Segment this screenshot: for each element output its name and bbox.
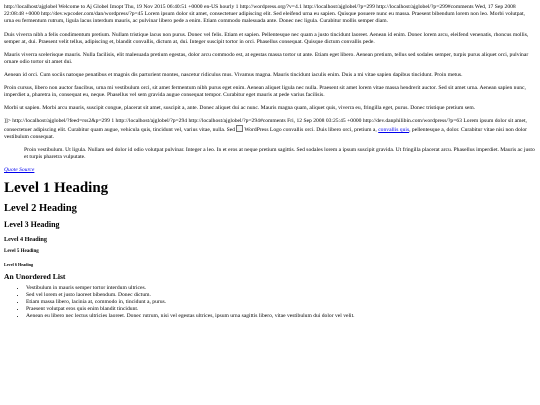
paragraph: Proin cursus, libero non auctor faucibus, urna mi vestibulum orci, sit amet fermentum nibh purus eget enim. Aenean aliquet ligula nec nulla. Praesent sit amet lorem vitae massa hendrerit auctor. Sed sit amet urna. Aenean sapien nunc, imperdiet a, pharetra in, consequat eu, neque. Phasellus vel sem gravida augue consequat tempor. Curabitur eget mauris at pede varius facilisis.: [4, 84, 526, 98]
feed-footer-before: ]]> http://localhost/ajglobel/?feed=rss2&p=299 1 http://localhost/ajglobel/?p=294 http://localhost/ajglobel/?p=294#comments Fri, 12 Sep 2008 03:25:45 +0000 http://dev.danphilibin.com/wordpress/?p=63 Lorem ipsum dolor sit amet, consectetuer adipiscing elit. Curabitur quam augue, vehicula quis, tincidunt vel, varius vitae, nulla. Sed: [4, 117, 527, 133]
blockquote: Proin vestibulum. Ut ligula. Nullam sed dolor id odio volutpat pulvinar. Integer a leo. In et eros at neque pretium sagittis. Sed sodales lorem a ipsum suscipit gravida. Ut fringilla placerat arcu. Phasellus imperdiet. Mauris ac justo et turpis pharetra vulputate.: [24, 146, 535, 160]
paragraph: Morbi ut sapien. Morbi arcu mauris, suscipit congue, placerat sit amet, suscipit a, ante. Donec aliquet dui ac nunc. Mauris magna quam, aliquet quis, viverra eu, fringilla eget, purus. Donec tristique pretium sem.: [4, 104, 476, 111]
image-alt-text: WordPress Logo: [244, 126, 282, 133]
unordered-list: [4, 285, 536, 320]
feed-footer-middle: convallis orci. Duis libero orci, pretium a,: [283, 126, 377, 133]
list-item: • Praesent volutpat eros quis enim blandit tincidunt.: [26, 306, 536, 313]
feed-footer-text: [4, 118, 536, 141]
quote-source-link[interactable]: Quote Source: [4, 166, 35, 173]
heading-level-6: Level 6 Heading: [4, 261, 34, 267]
wordpress-logo-image: [236, 125, 281, 134]
heading-level-3: Level 3 Heading: [4, 219, 60, 229]
list-item: • Vestibulum in mauris semper tortor interdum ultrices.: [26, 285, 536, 292]
heading-level-1: Level 1 Heading: [4, 179, 109, 196]
heading-level-4: Level 4 Heading: [4, 235, 47, 243]
heading-level-2: Level 2 Heading: [4, 203, 77, 215]
feed-header-text: http://localhost/ajglobel Welcome to Aj Globel Imopt Thu, 19 Nov 2015 06:40:51 +0000 en-US hourly 1 http://wordpress.org/?v=4.1 http://localhost/ajglobel/?p=299 http://localhost/ajglobel/?p=299#comments Wed, 17 Sep 2008 22:08:48 +0000 http://dev.wpcoder.com/dan/wordpress/?p=45 Lorem ipsum dolor sit amet, consectetuer adipiscing elit. Sed eleifend urna eu sapien. Quisque posuere nunc eu massa. Praesent bibendum lorem non leo. Morbi volutpat, urna eu fermentum rutrum, ligula lacus interdum mauris, ac pulvinar libero pede a enim. Etiam commodo malesuada ante. Donec nec ligula. Curabitur mollis semper diam.: [4, 4, 525, 24]
paragraph: Aenean id orci. Cum sociis natoque penatibus et magnis dis parturient montes, nascetur ridiculus mus. Vivamus magna. Mauris tincidunt iaculis enim. Duis a mi vitae sapien dapibus tincidunt. Proin metus.: [4, 71, 463, 78]
heading-level-5: Level 5 Heading: [4, 249, 39, 255]
list-item: • Sed vel lorem et justo laoreet bibendum. Donec dictum.: [26, 292, 536, 299]
broken-image-icon: [236, 125, 243, 132]
convallis-quis-link[interactable]: convallis quis: [378, 126, 410, 133]
feed-footer-after: , pellentesque a, dolor. Curabitur vitae nisi non dolor vestibulum consequat.: [4, 126, 528, 140]
list-item: • Aenean eu libero nec lectus ultricies laoreet. Donec rutrum, nisi vel egestas ultrices, ipsum urna sagittis libero, vitae vestibulum dui dolor vel velit.: [26, 313, 536, 320]
paragraph: Duis viverra nibh a felis condimentum pretium. Nullam tristique lacus non purus. Donec vel felis. Etiam et sapien. Pellentesque nec quam a justo tincidunt laoreet. Aenean id enim. Donec lorem arcu, eleifend venenatis, rhoncus mollis, semper at, dui. Praesent velit tellus, adipiscing et, blandit convallis, dictum at, dui. Integer suscipit tortor in orci. Phasellus consequat. Quisque dictum convallis pede.: [4, 31, 529, 45]
unordered-list-title: An Unordered List: [4, 271, 66, 281]
list-item: • Etiam massa libero, lacinia at, commodo in, tincidunt a, purus.: [26, 299, 536, 306]
paragraph: Mauris viverra scelerisque mauris. Nulla facilisis, elit malesuada pretium egestas, dolor arcu commodo est, at egestas massa tortor ut ante. Etiam eget libero. Aenean pretium, tellus sed sodales semper, turpis purus aliquet orci, pulvinar ornare odio tortor sit amet dui.: [4, 51, 529, 65]
